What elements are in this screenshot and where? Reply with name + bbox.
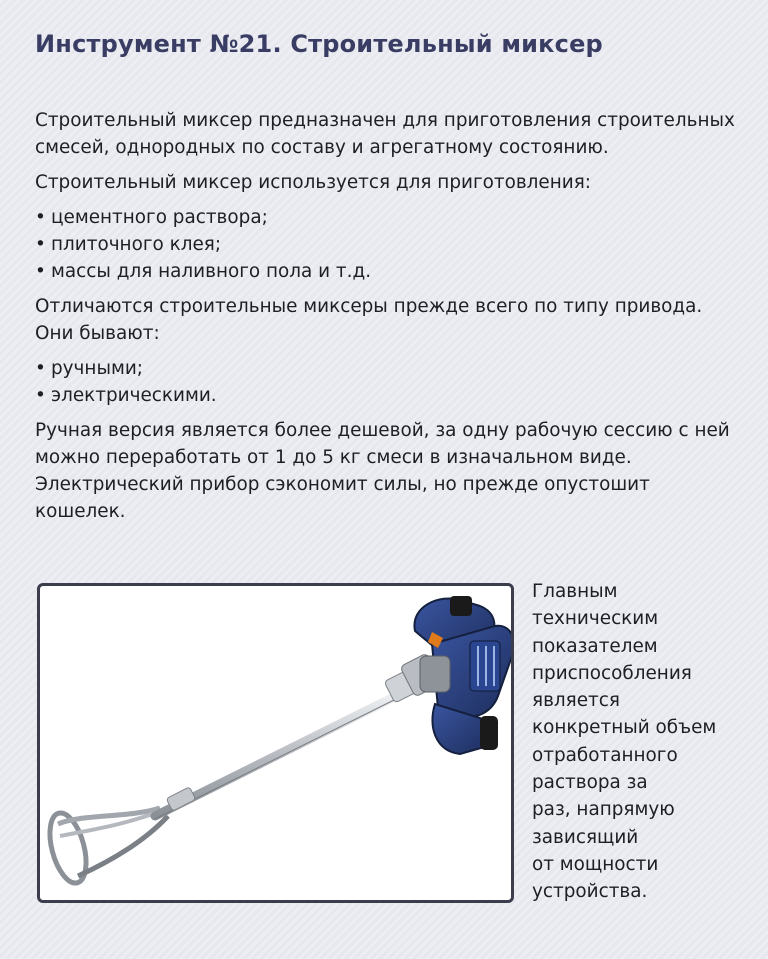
side-line: конкретный объем xyxy=(532,717,717,739)
list-item: • цементного раствора; xyxy=(35,204,735,231)
page-title: Инструмент №21. Строительный миксер xyxy=(35,30,603,58)
article-body xyxy=(35,107,735,533)
side-line: отработанного xyxy=(532,744,678,766)
side-line: от мощности xyxy=(532,853,659,875)
intro-paragraph: Строительный миксер предназначен для приготовления строительных смесей, однородных по составу и агрегатному состоянию. xyxy=(35,110,735,158)
list-item: • массы для наливного пола и т.д. xyxy=(35,258,735,285)
types-list xyxy=(35,355,735,409)
drill-body-icon xyxy=(414,596,511,754)
side-line: показателем xyxy=(532,635,658,657)
side-line: приспособления xyxy=(532,662,692,684)
list-item: • электрическими. xyxy=(35,382,735,409)
usage-list xyxy=(35,204,735,285)
side-line: зависящий xyxy=(532,826,639,848)
side-line: Главным xyxy=(532,581,618,602)
list-item: • ручными; xyxy=(35,355,735,382)
side-line: устройства. xyxy=(532,881,648,903)
usage-paragraph: Строительный миксер используется для приготовления: xyxy=(35,172,591,193)
side-line: раз, напрямую xyxy=(532,799,675,821)
comparison-paragraph: Ручная версия является более дешевой, за одну рабочую сессию с ней можно переработать от 1 до 5 кг смеси в изначальном виде. Электрический прибор сэкономит силы, но прежде опустошит кошелек. xyxy=(35,420,730,522)
side-line: раствора за xyxy=(532,772,648,794)
side-line: является xyxy=(532,690,620,712)
list-item: • плиточного клея; xyxy=(35,231,735,258)
side-line: техническим xyxy=(532,608,659,630)
paddle-icon xyxy=(43,808,168,887)
shaft-icon xyxy=(155,694,400,819)
mixer-illustration xyxy=(40,586,511,900)
side-text xyxy=(532,578,732,906)
types-paragraph: Отличаются строительные миксеры прежде всего по типу привода. Они бывают: xyxy=(35,296,703,344)
mixer-image xyxy=(37,583,514,903)
